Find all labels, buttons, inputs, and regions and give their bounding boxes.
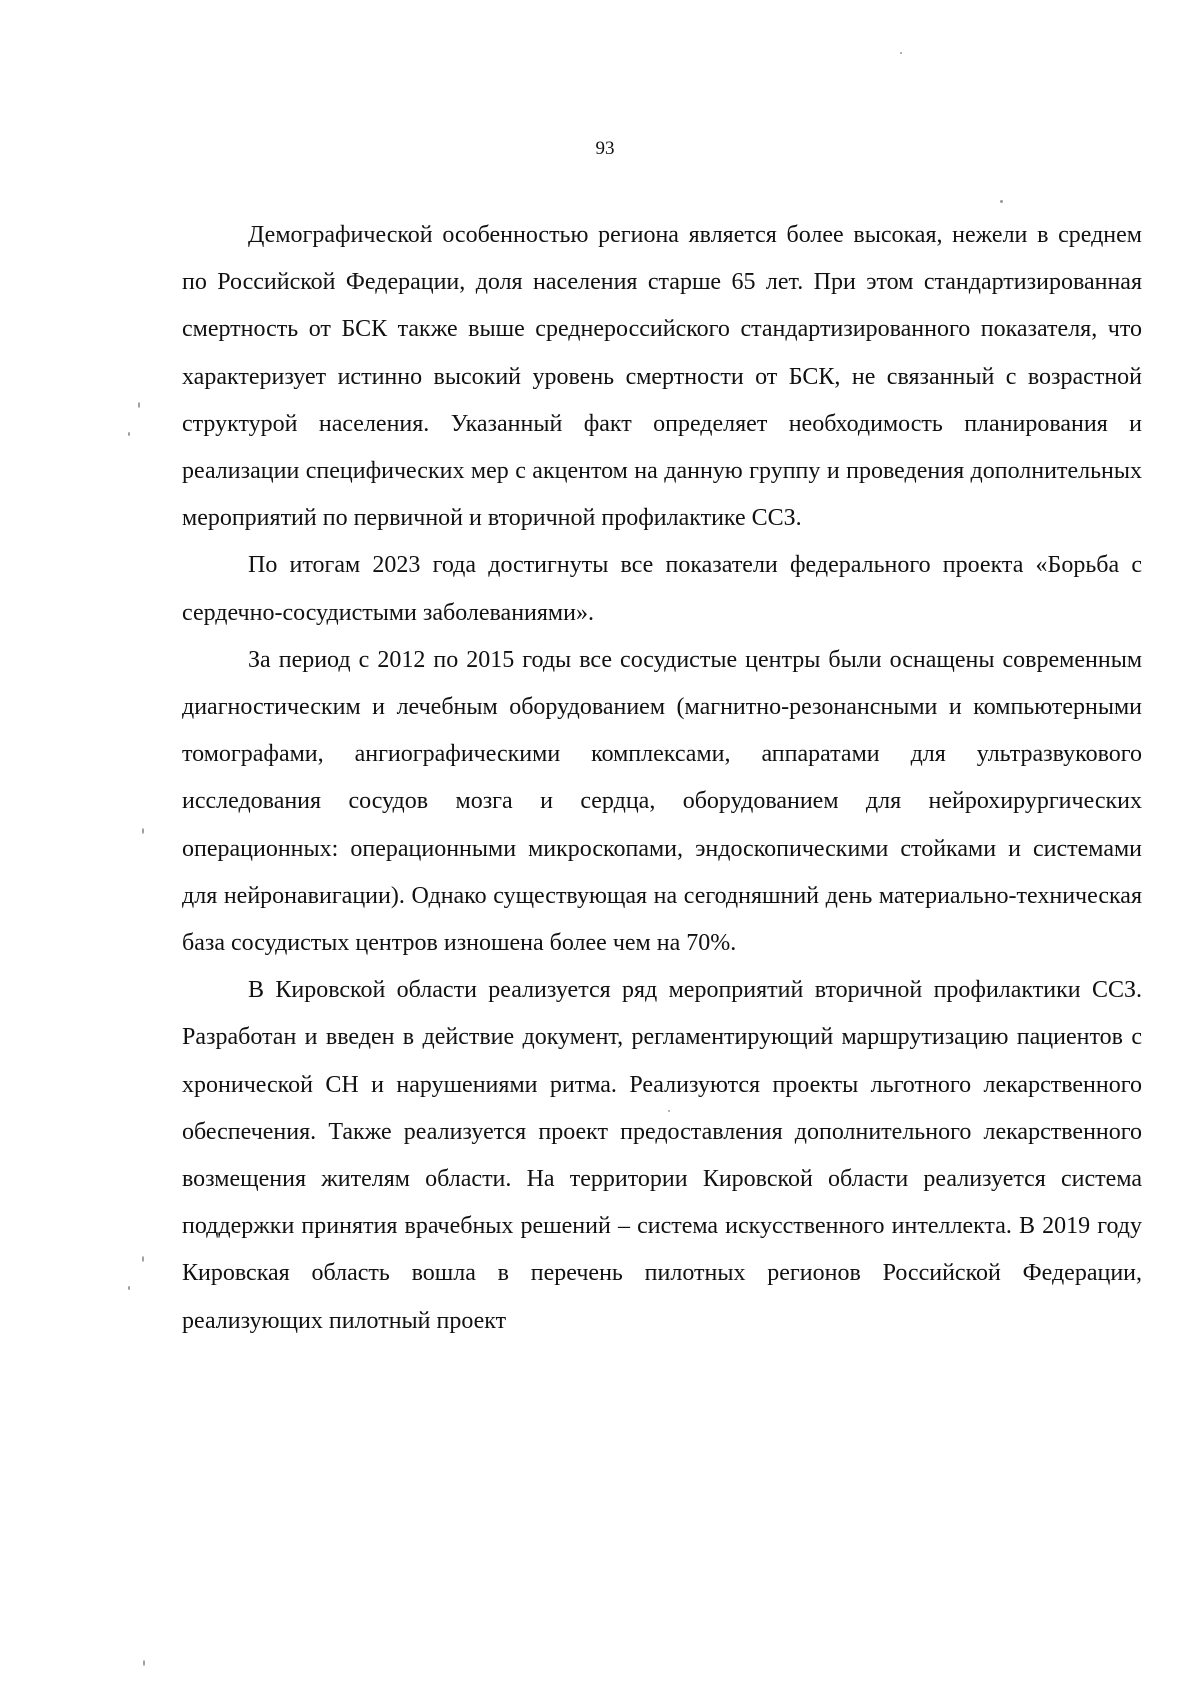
paragraph-secondary-prevention: В Кировской области реализуется ряд мероприятий вторичной профилактики ССЗ. Разработан и введен в действие документ, регламентирующий маршрутизацию пациентов с хронической СН и нарушениями ритма. Реализуются проекты льготного лекарственного обеспечения. Также реализуется проект предоставления дополнительного лекарственного возмещения жителям области. На территории Кировской области реализуется система поддержки принятия врачебных решений – система искусственного интеллекта. В 2019 году Кировская область вошла в перечень пилотных регионов Российской Федерации, реализующих пилотный проект xyxy=(182,977,1142,1334)
body-text xyxy=(182,212,1142,1345)
scan-speck xyxy=(128,1286,130,1290)
page-number: 93 xyxy=(595,138,615,159)
paragraph-federal-project: По итогам 2023 года достигнуты все показатели федерального проекта «Борьба с сердечно-сосудистыми заболеваниями». xyxy=(182,552,1142,626)
scan-speck xyxy=(1000,200,1003,203)
paragraph-demographics: Демографической особенностью региона является более высокая, нежели в среднем по Российской Федерации, доля населения старше 65 лет. При этом стандартизированная смертность от БСК также выше среднероссийского стандартизированного показателя, что характеризует истинно высокий уровень смертности от БСК, не связанный с возрастной структурой населения. Указанный факт определяет необходимость планирования и реализации специфических мер с акцентом на данную группу и проведения дополнительных мероприятий по первичной и вторичной профилактике ССЗ. xyxy=(182,222,1142,532)
scan-speck xyxy=(668,1110,670,1112)
scan-speck xyxy=(142,828,144,834)
scan-speck xyxy=(138,402,140,408)
paragraph-vascular-centers: За период с 2012 по 2015 годы все сосудистые центры были оснащены современным диагностическим и лечебным оборудованием (магнитно-резонансными и компьютерными томографами, ангиографическими комплексами, аппаратами для ультразвукового исследования сосудов мозга и сердца, оборудованием для нейрохирургических операционных: операционными микроскопами, эндоскопическими стойками и системами для нейронавигации). Однако существующая на сегодняшний день материально-техническая база сосудистых центров изношена более чем на 70%. xyxy=(182,646,1142,957)
scan-speck xyxy=(142,1256,144,1262)
scan-speck xyxy=(900,52,902,54)
scan-speck xyxy=(128,432,130,436)
scan-speck xyxy=(143,1660,145,1666)
